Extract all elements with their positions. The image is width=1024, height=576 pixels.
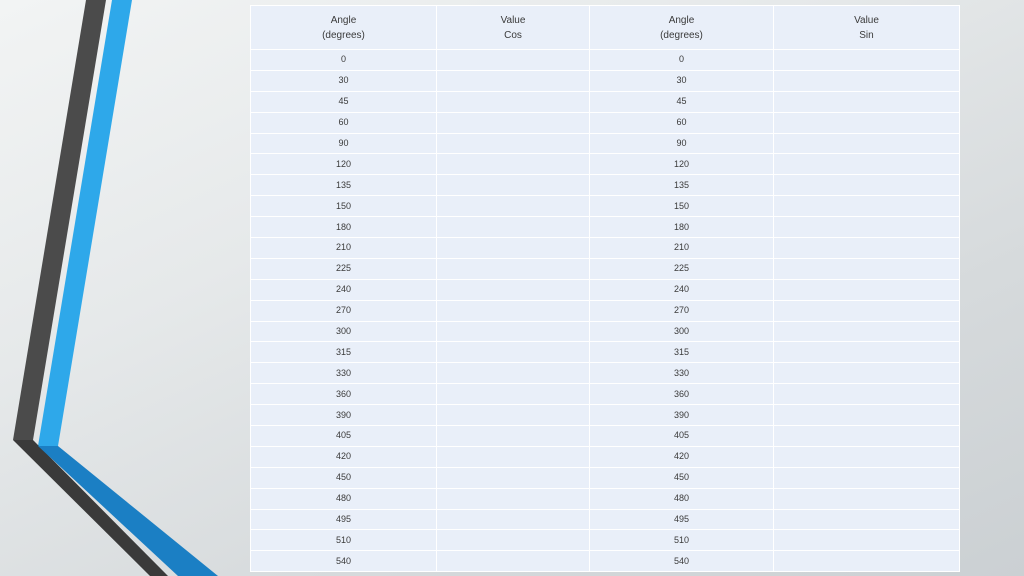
- angle-cell: 480: [590, 488, 774, 509]
- sin-value-cell: [774, 279, 960, 300]
- angle-cell: 240: [251, 279, 437, 300]
- angle-cell: 420: [251, 446, 437, 467]
- angle-cell: 450: [590, 467, 774, 488]
- cos-value-cell: [437, 488, 590, 509]
- header-row: [251, 6, 960, 50]
- cos-value-cell: [437, 551, 590, 572]
- angle-cell: 330: [590, 363, 774, 384]
- angle-cell: 150: [251, 196, 437, 217]
- angle-cell: 240: [590, 279, 774, 300]
- angle-cell: 390: [590, 405, 774, 426]
- angle-cell: 300: [251, 321, 437, 342]
- cos-value-cell: [437, 154, 590, 175]
- angle-cell: 270: [590, 300, 774, 321]
- sin-value-cell: [774, 112, 960, 133]
- angle-cell: 30: [590, 70, 774, 91]
- cos-value-cell: [437, 91, 590, 112]
- table-row: [251, 154, 960, 175]
- table-row: [251, 446, 960, 467]
- header-angle-sin: Angle (degrees): [590, 6, 774, 50]
- sin-value-cell: [774, 509, 960, 530]
- sin-value-cell: [774, 363, 960, 384]
- angle-cell: 120: [590, 154, 774, 175]
- table-row: [251, 551, 960, 572]
- cos-value-cell: [437, 363, 590, 384]
- table-row: [251, 300, 960, 321]
- gray-stripe-lower: [13, 440, 168, 576]
- angle-cell: 45: [251, 91, 437, 112]
- cos-value-cell: [437, 509, 590, 530]
- cos-value-cell: [437, 258, 590, 279]
- angle-cell: 90: [251, 133, 437, 154]
- angle-cell: 390: [251, 405, 437, 426]
- cos-value-cell: [437, 300, 590, 321]
- angle-cell: 540: [251, 551, 437, 572]
- table-row: [251, 530, 960, 551]
- sin-value-cell: [774, 238, 960, 259]
- angle-cell: 540: [590, 551, 774, 572]
- table-row: [251, 509, 960, 530]
- angle-cell: 225: [590, 258, 774, 279]
- angle-cell: 210: [590, 238, 774, 259]
- sin-value-cell: [774, 530, 960, 551]
- angle-cell: 90: [590, 133, 774, 154]
- sin-value-cell: [774, 321, 960, 342]
- sin-value-cell: [774, 258, 960, 279]
- angle-cell: 300: [590, 321, 774, 342]
- sin-value-cell: [774, 133, 960, 154]
- sin-value-cell: [774, 426, 960, 447]
- angle-cell: 0: [251, 50, 437, 71]
- blue-stripe-lower: [38, 446, 218, 576]
- angle-cell: 150: [590, 196, 774, 217]
- table-row: [251, 488, 960, 509]
- table-row: [251, 196, 960, 217]
- table-row: [251, 70, 960, 91]
- cos-value-cell: [437, 238, 590, 259]
- angle-cell: 405: [251, 426, 437, 447]
- table-row: [251, 384, 960, 405]
- cos-value-cell: [437, 70, 590, 91]
- cos-value-cell: [437, 426, 590, 447]
- table-row: [251, 258, 960, 279]
- cos-value-cell: [437, 112, 590, 133]
- cos-value-cell: [437, 342, 590, 363]
- sin-value-cell: [774, 467, 960, 488]
- angle-cell: 120: [251, 154, 437, 175]
- angle-cell: 60: [251, 112, 437, 133]
- table-row: [251, 426, 960, 447]
- table-row: [251, 279, 960, 300]
- sin-value-cell: [774, 551, 960, 572]
- table-row: [251, 217, 960, 238]
- table-row: [251, 50, 960, 71]
- sin-value-cell: [774, 446, 960, 467]
- angle-cell: 450: [251, 467, 437, 488]
- sin-value-cell: [774, 196, 960, 217]
- cos-value-cell: [437, 446, 590, 467]
- sin-value-cell: [774, 175, 960, 196]
- cos-value-cell: [437, 279, 590, 300]
- sin-value-cell: [774, 70, 960, 91]
- angle-cell: 135: [590, 175, 774, 196]
- angle-cell: 30: [251, 70, 437, 91]
- table-row: [251, 175, 960, 196]
- table-row: [251, 467, 960, 488]
- table-row: [251, 321, 960, 342]
- table-row: [251, 112, 960, 133]
- table-row: [251, 405, 960, 426]
- sin-value-cell: [774, 342, 960, 363]
- sin-value-cell: [774, 300, 960, 321]
- decorative-stripes: [0, 0, 260, 576]
- cos-value-cell: [437, 384, 590, 405]
- angle-cell: 315: [590, 342, 774, 363]
- cos-value-cell: [437, 175, 590, 196]
- sin-value-cell: [774, 405, 960, 426]
- cos-value-cell: [437, 405, 590, 426]
- table-body: [251, 50, 960, 572]
- angle-value-table-container: [250, 5, 959, 571]
- table-row: [251, 133, 960, 154]
- angle-cell: 405: [590, 426, 774, 447]
- angle-cell: 510: [251, 530, 437, 551]
- angle-cell: 225: [251, 258, 437, 279]
- angle-cell: 60: [590, 112, 774, 133]
- angle-cell: 270: [251, 300, 437, 321]
- sin-value-cell: [774, 91, 960, 112]
- angle-cell: 315: [251, 342, 437, 363]
- angle-cell: 360: [251, 384, 437, 405]
- angle-cell: 45: [590, 91, 774, 112]
- sin-value-cell: [774, 488, 960, 509]
- angle-cell: 495: [251, 509, 437, 530]
- angle-cell: 420: [590, 446, 774, 467]
- angle-cell: 480: [251, 488, 437, 509]
- cos-value-cell: [437, 50, 590, 71]
- cos-value-cell: [437, 217, 590, 238]
- angle-cell: 210: [251, 238, 437, 259]
- cos-value-cell: [437, 530, 590, 551]
- angle-cell: 135: [251, 175, 437, 196]
- sin-value-cell: [774, 217, 960, 238]
- sin-value-cell: [774, 384, 960, 405]
- header-value-sin: Value Sin: [774, 6, 960, 50]
- angle-cell: 360: [590, 384, 774, 405]
- header-angle-cos: Angle (degrees): [251, 6, 437, 50]
- cos-value-cell: [437, 321, 590, 342]
- cos-value-cell: [437, 196, 590, 217]
- table-row: [251, 342, 960, 363]
- table-row: [251, 363, 960, 384]
- cos-value-cell: [437, 133, 590, 154]
- angle-cell: 495: [590, 509, 774, 530]
- table-row: [251, 238, 960, 259]
- angle-value-table: [250, 5, 960, 572]
- sin-value-cell: [774, 50, 960, 71]
- header-value-cos: Value Cos: [437, 6, 590, 50]
- cos-value-cell: [437, 467, 590, 488]
- angle-cell: 510: [590, 530, 774, 551]
- angle-cell: 180: [590, 217, 774, 238]
- angle-cell: 0: [590, 50, 774, 71]
- angle-cell: 180: [251, 217, 437, 238]
- sin-value-cell: [774, 154, 960, 175]
- angle-cell: 330: [251, 363, 437, 384]
- table-row: [251, 91, 960, 112]
